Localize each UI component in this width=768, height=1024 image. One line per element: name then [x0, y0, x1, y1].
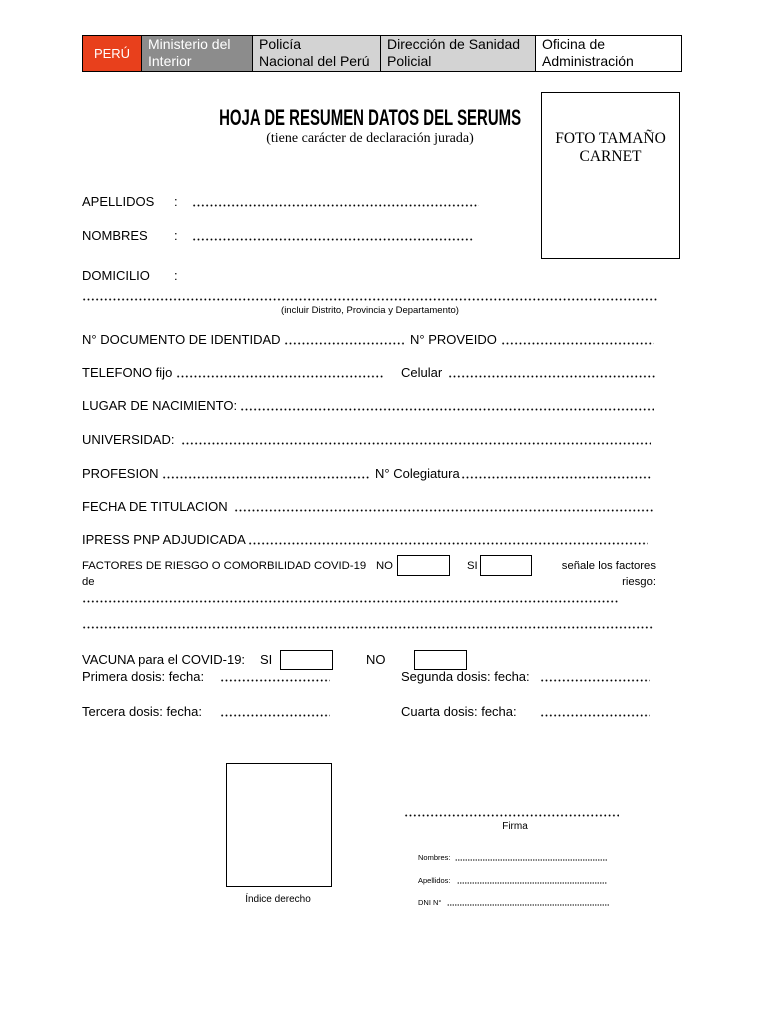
header-oficina-line-2: Administración — [542, 53, 634, 69]
telefono-blank — [176, 375, 384, 378]
signer-dni-label: DNI N° — [418, 898, 442, 907]
risk-factors-instruction: señale los factores — [561, 560, 656, 572]
signature-caption: Firma — [502, 821, 528, 832]
lugar-nacimiento-blank — [240, 408, 654, 411]
proveido-label: N° PROVEIDO — [410, 332, 497, 347]
risk-factors-blank-2 — [82, 626, 654, 629]
header-peru-cell — [83, 36, 142, 71]
documento-label: N° DOCUMENTO DE IDENTIDAD — [82, 332, 281, 347]
risk-factors-label: FACTORES DE RIESGO O COMORBILIDAD COVID-19 — [82, 560, 367, 572]
ipress-label: IPRESS PNP ADJUDICADA — [82, 532, 246, 547]
risk-factors-no-checkbox — [397, 555, 450, 576]
ipress-row — [0, 532, 768, 548]
universidad-row — [0, 432, 768, 448]
risk-factors-instruction-de: de — [82, 576, 95, 588]
dose-3-date-blank — [220, 714, 330, 717]
photo-box-label — [542, 130, 679, 166]
vaccine-row — [0, 652, 768, 668]
risk-factors-no-label: NO — [376, 560, 393, 572]
dose-4-label: Cuarta dosis: fecha: — [401, 704, 517, 719]
risk-factors-row-2 — [0, 575, 768, 589]
fecha-titulacion-blank — [234, 509, 653, 512]
domicilio-hint: (incluir Distrito, Provincia y Departamento) — [281, 305, 459, 316]
dose-row-1 — [0, 669, 768, 685]
vaccine-si-checkbox — [280, 650, 333, 670]
risk-factors-si-checkbox — [480, 555, 532, 576]
dose-2-label: Segunda dosis: fecha: — [401, 669, 530, 684]
domicilio-colon: : — [174, 268, 178, 283]
signer-dni-blank — [447, 904, 610, 906]
header-direccion-line-2: Policial — [387, 53, 432, 69]
celular-blank — [448, 375, 656, 378]
apellidos-blank — [192, 204, 479, 207]
dose-1-date-blank — [220, 679, 330, 682]
dose-1-label: Primera dosis: fecha: — [82, 669, 205, 684]
signer-apellidos-blank — [457, 882, 607, 884]
header-ministerio-line-1: Ministerio del — [148, 36, 231, 52]
risk-factors-si-label: SI — [467, 560, 478, 572]
profesion-row — [0, 466, 768, 482]
signer-apellidos-row — [0, 876, 768, 886]
fecha-titulacion-row — [0, 499, 768, 515]
documento-blank — [284, 342, 404, 345]
signer-dni-row — [0, 898, 768, 908]
risk-factors-instruction-end: riesgo: — [622, 576, 656, 588]
signature-line — [404, 814, 619, 817]
profesion-blank — [162, 476, 370, 479]
institution-header — [82, 35, 682, 72]
telefono-label: TELEFONO fijo — [82, 365, 173, 380]
dose-2-date-blank — [540, 679, 650, 682]
photo-box-line-2: CARNET — [579, 148, 642, 165]
apellidos-colon: : — [174, 194, 178, 209]
vaccine-no-label: NO — [366, 652, 386, 667]
header-direccion-cell — [381, 36, 536, 71]
header-direccion-line-1: Dirección de Sanidad — [387, 36, 521, 52]
nombres-label: NOMBRES — [82, 228, 148, 243]
header-ministerio-cell — [142, 36, 253, 71]
signer-nombres-row — [0, 853, 768, 863]
fingerprint-caption: Índice derecho — [245, 894, 311, 905]
domicilio-row — [0, 268, 768, 284]
profesion-label: PROFESION — [82, 466, 159, 481]
header-ministerio-line-2: Interior — [148, 53, 192, 69]
apellidos-label: APELLIDOS — [82, 194, 155, 209]
dose-4-date-blank — [540, 714, 650, 717]
universidad-blank — [181, 442, 651, 445]
dose-row-2 — [0, 704, 768, 720]
vaccine-label: VACUNA para el COVID-19: — [82, 652, 246, 667]
dose-3-label: Tercera dosis: fecha: — [82, 704, 202, 719]
colegiatura-label: N° Colegiatura — [375, 466, 460, 481]
risk-factors-row — [0, 559, 768, 573]
page-subtitle: (tiene carácter de declaración jurada) — [266, 131, 474, 146]
domicilio-blank — [82, 298, 657, 301]
fingerprint-box — [226, 763, 332, 887]
header-peru-text: PERÚ — [93, 46, 131, 61]
nombres-blank — [192, 238, 474, 241]
domicilio-label: DOMICILIO — [82, 268, 150, 283]
apellidos-row — [0, 194, 768, 210]
universidad-label: UNIVERSIDAD: — [82, 432, 175, 447]
lugar-nacimiento-row — [0, 398, 768, 414]
header-policia-line-2: Nacional del Perú — [259, 53, 370, 69]
fecha-titulacion-label: FECHA DE TITULACION — [82, 499, 228, 514]
header-policia-cell — [253, 36, 381, 71]
proveido-blank — [501, 342, 654, 345]
signer-apellidos-label: Apellidos: — [418, 876, 451, 885]
page-title: HOJA DE RESUMEN DATOS DEL SERUMS — [218, 105, 521, 130]
vaccine-no-checkbox — [414, 650, 467, 670]
header-policia-line-1: Policía — [259, 36, 302, 52]
signer-nombres-label: Nombres: — [418, 853, 451, 862]
header-oficina-line-1: Oficina de — [542, 36, 606, 52]
vaccine-si-label: SI — [260, 652, 273, 667]
ipress-blank — [248, 542, 648, 545]
colegiatura-blank — [461, 476, 651, 479]
signer-nombres-blank — [455, 859, 607, 861]
nombres-colon: : — [174, 228, 178, 243]
documento-row — [0, 332, 768, 348]
celular-label: Celular — [401, 365, 443, 380]
photo-box-line-1: FOTO TAMAÑO — [555, 130, 666, 147]
lugar-nacimiento-label: LUGAR DE NACIMIENTO: — [82, 398, 238, 413]
telefono-row — [0, 365, 768, 381]
nombres-row — [0, 228, 768, 244]
risk-factors-blank-1 — [82, 600, 618, 603]
header-oficina-cell — [536, 36, 681, 71]
